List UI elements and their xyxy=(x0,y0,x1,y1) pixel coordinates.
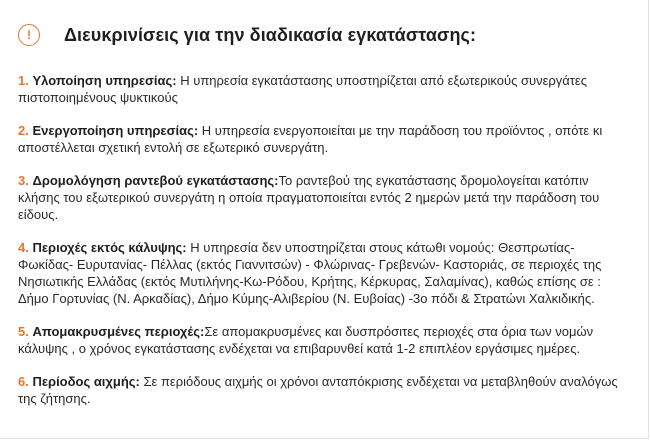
item-number: 5. xyxy=(18,324,29,339)
item-text: Σε περιόδους αιχμής οι χρόνοι ανταπόκρισης ενδέχεται να μεταβληθούν αναλόγως της ζήτησης. xyxy=(18,374,618,406)
item-number: 1. xyxy=(18,73,29,88)
item-label: Περίοδος αιχμής: xyxy=(32,374,140,389)
item-number: 4. xyxy=(18,240,29,255)
clarifications-list xyxy=(18,72,628,423)
list-item xyxy=(18,72,628,106)
item-text: Η υπηρεσία δεν υποστηρίζεται στους κάτωθι νομούς: Θεσπρωτίας-Φωκίδας- Ευρυτανίας- Πέλλας (εκτός Γιαννιτσών) - Φλώρινας- Γρεβενών- Καστοριάς, σε περιοχές της Νησιωτικής Ελλάδας (εκτός Μυτιλήνης-Κω-Ρόδου, Κρήτης, Κέρκυρας, Σαλαμίνας), καθώς επίσης σε : Δήμο Γορτυνίας (Ν. Αρκαδίας), Δήμο Κύμης-Αλιβερίου (Ν. Ευβοίας) -3ο πόδι & Στρατώνι Χαλκιδικής. xyxy=(18,240,602,306)
item-label: Απομακρυσμένες περιοχές: xyxy=(32,324,205,339)
list-item xyxy=(18,373,628,407)
item-number: 2. xyxy=(18,123,29,138)
item-label: Περιοχές εκτός κάλυψης: xyxy=(32,240,187,255)
panel-header xyxy=(18,24,476,46)
list-item xyxy=(18,323,628,357)
item-text: Η υπηρεσία ενεργοποιείται με την παράδοση του προϊόντος , οπότε κι αποστέλλεται σχετική εντολή σε εξωτερικό συνεργάτη. xyxy=(18,123,603,155)
item-number: 6. xyxy=(18,374,29,389)
item-number: 3. xyxy=(18,173,29,188)
list-item xyxy=(18,239,628,307)
item-text: Η υπηρεσία εγκατάστασης υποστηρίζεται από εξωτερικούς συνεργάτες πιστοποιημένους ψυκτικούς xyxy=(18,73,587,105)
page-title: Διευκρινίσεις για την διαδικασία εγκατάστασης: xyxy=(64,24,477,45)
item-text: Το ραντεβού της εγκατάστασης δρομολογείται κατόπιν κλήσης του εξωτερικού συνεργάτη η οποία πραγματοποιείται εντός 2 ημερών μετά την παράδοση του είδους. xyxy=(18,173,600,222)
list-item xyxy=(18,172,628,223)
item-label: Ενεργοποίηση υπηρεσίας: xyxy=(32,123,199,138)
item-label: Δρομολόγηση ραντεβού εγκατάστασης: xyxy=(32,173,279,188)
list-item xyxy=(18,122,628,156)
item-text: Σε απομακρυσμένες και δυσπρόσιτες περιοχές στα όρια των νομών κάλυψης , ο χρόνος εγκατάστασης ενδέχεται να επιβαρυνθεί κατά 1-2 επιπλέον εργάσιμες ημέρες. xyxy=(18,324,594,356)
item-label: Υλοποίηση υπηρεσίας: xyxy=(32,73,177,88)
exclamation-circle-icon: ! xyxy=(18,24,40,46)
